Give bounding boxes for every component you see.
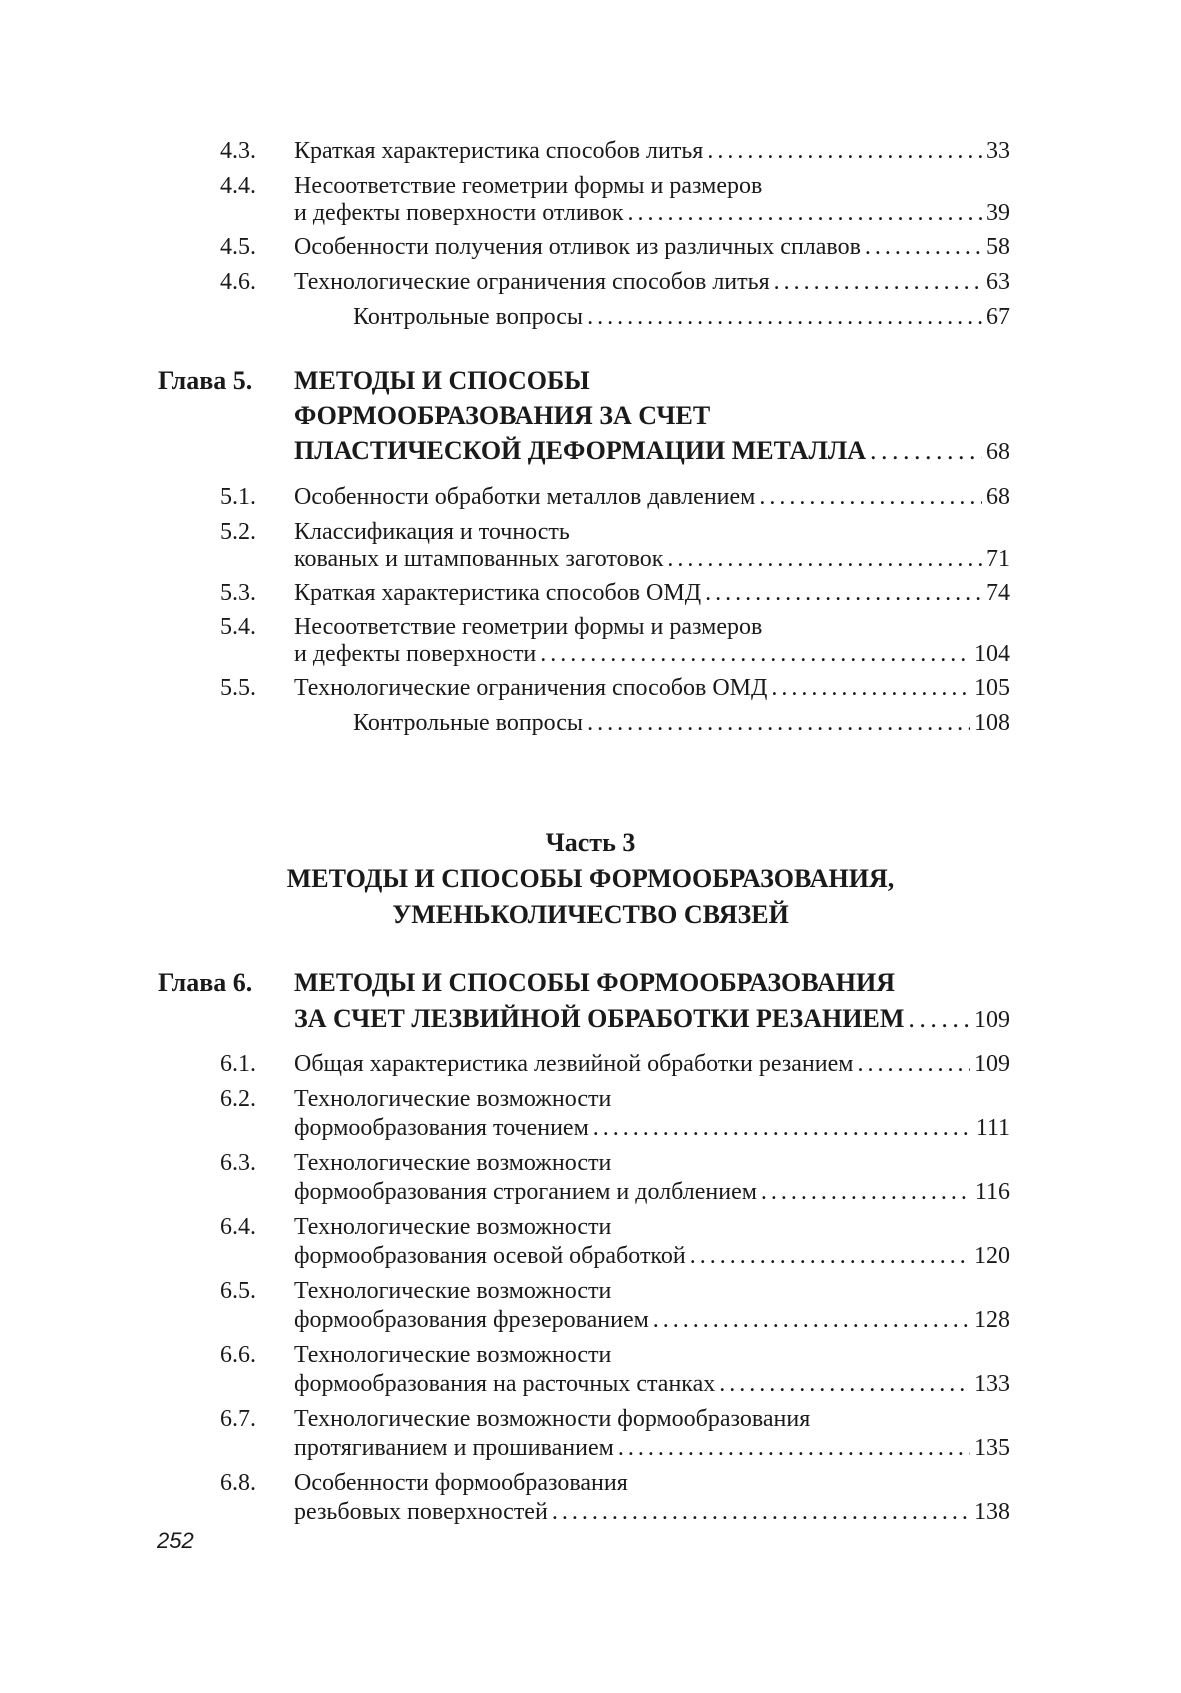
toc-entry-cont[interactable] [220,543,1010,575]
section-title: формообразования строганием и долблением [294,1179,757,1205]
dot-leader [690,1240,970,1272]
page-ref: 33 [986,138,1010,164]
toc-entry-cont[interactable] [220,1368,1010,1400]
part-title: УМЕНЬКОЛИЧЕСТВО СВЯЗЕЙ [392,900,789,929]
page-ref: 120 [974,1243,1010,1269]
page-ref: 109 [974,1007,1010,1033]
dot-leader [870,433,982,469]
section-title: формообразования точением [294,1115,589,1141]
chapter-title: МЕТОДЫ И СПОСОБЫ ФОРМООБРАЗОВАНИЯ [294,968,895,997]
section-title: Краткая характеристика способов литья [294,138,704,164]
section-title: формообразования фрезерованием [294,1307,649,1333]
section-title: Технологические возможности [294,1278,612,1304]
page-ref: 128 [974,1307,1010,1333]
dot-leader [552,1496,970,1528]
toc-entry[interactable] [220,231,1010,263]
chapter-label: Глава 6. [158,968,253,997]
page-ref: 138 [974,1499,1010,1525]
page-ref: 111 [975,1115,1010,1141]
section-title: протягиванием и прошиванием [294,1435,614,1461]
toc-entry[interactable] [220,266,1010,298]
section-title: резьбовых поверхностей [294,1499,548,1525]
section-title: кованых и штампованных заготовок [294,546,664,572]
section-title: Технологические возможности формообразования [294,1406,811,1432]
section-title: Технологические ограничения способов ОМД [294,675,768,701]
page-ref: 68 [986,484,1010,510]
toc-entry-cont[interactable] [220,1240,1010,1272]
section-title: Контрольные вопросы [353,304,584,330]
section-number: 5.2. [220,519,256,545]
part-title: МЕТОДЫ И СПОСОБЫ ФОРМООБРАЗОВАНИЯ, [286,864,895,893]
section-number: 4.4. [220,173,256,199]
section-title: Контрольные вопросы [353,710,584,736]
chapter-title: МЕТОДЫ И СПОСОБЫ [294,366,590,395]
dot-leader [618,1432,970,1464]
toc-entry[interactable] [220,1211,1010,1243]
toc-entry[interactable] [220,1275,1010,1307]
page-ref: 74 [986,580,1010,606]
section-number: 6.4. [220,1214,256,1240]
section-number: 5.1. [220,484,256,510]
toc-entry-cont[interactable] [220,197,1010,229]
toc-entry[interactable] [220,577,1010,609]
section-title: Несоответствие геометрии формы и размеров [294,173,763,199]
section-title: Общая характеристика лезвийной обработки резанием [294,1051,854,1077]
page-ref: 58 [986,234,1010,260]
page-ref: 68 [986,439,1010,465]
section-number: 5.3. [220,580,256,606]
toc-entry[interactable] [220,1467,1010,1499]
toc-entry[interactable] [220,672,1010,704]
section-number: 6.8. [220,1470,256,1496]
section-title: Технологические возможности [294,1150,612,1176]
chapter-title: ЗА СЧЕТ ЛЕЗВИЙНОЙ ОБРАБОТКИ РЕЗАНИЕМ [294,1004,905,1033]
dot-leader [771,672,970,704]
toc-entry-cont[interactable] [220,1304,1010,1336]
section-title: Технологические возможности [294,1086,612,1112]
dot-leader [719,1368,970,1400]
dot-leader [707,135,982,167]
page-ref: 63 [986,269,1010,295]
section-title: формообразования осевой обработкой [294,1243,686,1269]
dot-leader [774,266,982,298]
dot-leader [587,707,970,739]
chapter-heading[interactable] [158,965,1010,1001]
dot-leader [908,1001,970,1037]
page-ref: 71 [986,546,1010,572]
section-number: 4.3. [220,138,256,164]
chapter-heading-cont[interactable] [220,398,1010,434]
toc-entry-questions[interactable] [220,301,1010,333]
dot-leader [759,481,982,513]
toc-entry[interactable] [220,1147,1010,1179]
dot-leader [857,1048,970,1080]
page-ref: 116 [974,1179,1010,1205]
dot-leader [653,1304,970,1336]
section-number: 6.6. [220,1342,256,1368]
page-ref: 67 [986,304,1010,330]
section-number: 6.2. [220,1086,256,1112]
dot-leader [540,638,970,670]
page-ref: 39 [986,200,1010,226]
section-title: и дефекты поверхности отливок [294,200,624,226]
dot-leader [587,301,982,333]
dot-leader [593,1112,972,1144]
section-number: 4.6. [220,269,256,295]
chapter-title: ПЛАСТИЧЕСКОЙ ДЕФОРМАЦИИ МЕТАЛЛА [294,436,866,465]
section-number: 5.4. [220,614,256,640]
dot-leader [628,197,983,229]
dot-leader [865,231,982,263]
chapter-heading[interactable] [158,363,1010,399]
section-title: и дефекты поверхности [294,641,537,667]
dot-leader [667,543,982,575]
toc-entry[interactable] [220,1339,1010,1371]
section-title: Особенности получения отливок из различных сплавов [294,234,861,260]
section-number: 5.5. [220,675,256,701]
section-number: 6.1. [220,1051,256,1077]
toc-entry-questions[interactable] [220,707,1010,739]
toc-entry[interactable] [220,1403,1010,1435]
part-label: Часть 3 [545,828,636,857]
chapter-heading-cont[interactable] [220,1001,1010,1037]
section-title: Особенности обработки металлов давлением [294,484,756,510]
toc-entry[interactable] [220,1048,1010,1080]
section-number: 6.3. [220,1150,256,1176]
section-number: 6.7. [220,1406,256,1432]
page-number: 252 [157,1528,194,1553]
toc-entry-cont[interactable] [220,1496,1010,1528]
toc-entry[interactable] [220,481,1010,513]
section-number: 6.5. [220,1278,256,1304]
section-title: Технологические возможности [294,1342,612,1368]
page-ref: 109 [974,1051,1010,1077]
section-title: Несоответствие геометрии формы и размеров [294,614,763,640]
section-title: Технологические ограничения способов литья [294,269,770,295]
toc-entry-cont[interactable] [220,1176,1010,1208]
section-title: Краткая характеристика способов ОМД [294,580,702,606]
page-ref: 104 [974,641,1010,667]
toc-entry-cont[interactable] [220,1432,1010,1464]
page-ref: 135 [974,1435,1010,1461]
section-title: формообразования на расточных станках [294,1371,716,1397]
section-number: 4.5. [220,234,256,260]
section-title: Технологические возможности [294,1214,612,1240]
dot-leader [761,1176,971,1208]
toc-entry-cont[interactable] [220,638,1010,670]
section-title: Классификация и точность [294,519,570,545]
section-title: Особенности формообразования [294,1470,628,1496]
page-ref: 105 [974,675,1010,701]
page-ref: 108 [974,710,1010,736]
toc-entry[interactable] [220,1083,1010,1115]
chapter-heading-cont[interactable] [220,433,1010,469]
dot-leader [705,577,982,609]
chapter-title: ФОРМООБРАЗОВАНИЯ ЗА СЧЕТ [294,401,711,430]
toc-entry-cont[interactable] [220,1112,1010,1144]
toc-entry[interactable] [220,135,1010,167]
chapter-label: Глава 5. [158,366,253,395]
page-ref: 133 [974,1371,1010,1397]
